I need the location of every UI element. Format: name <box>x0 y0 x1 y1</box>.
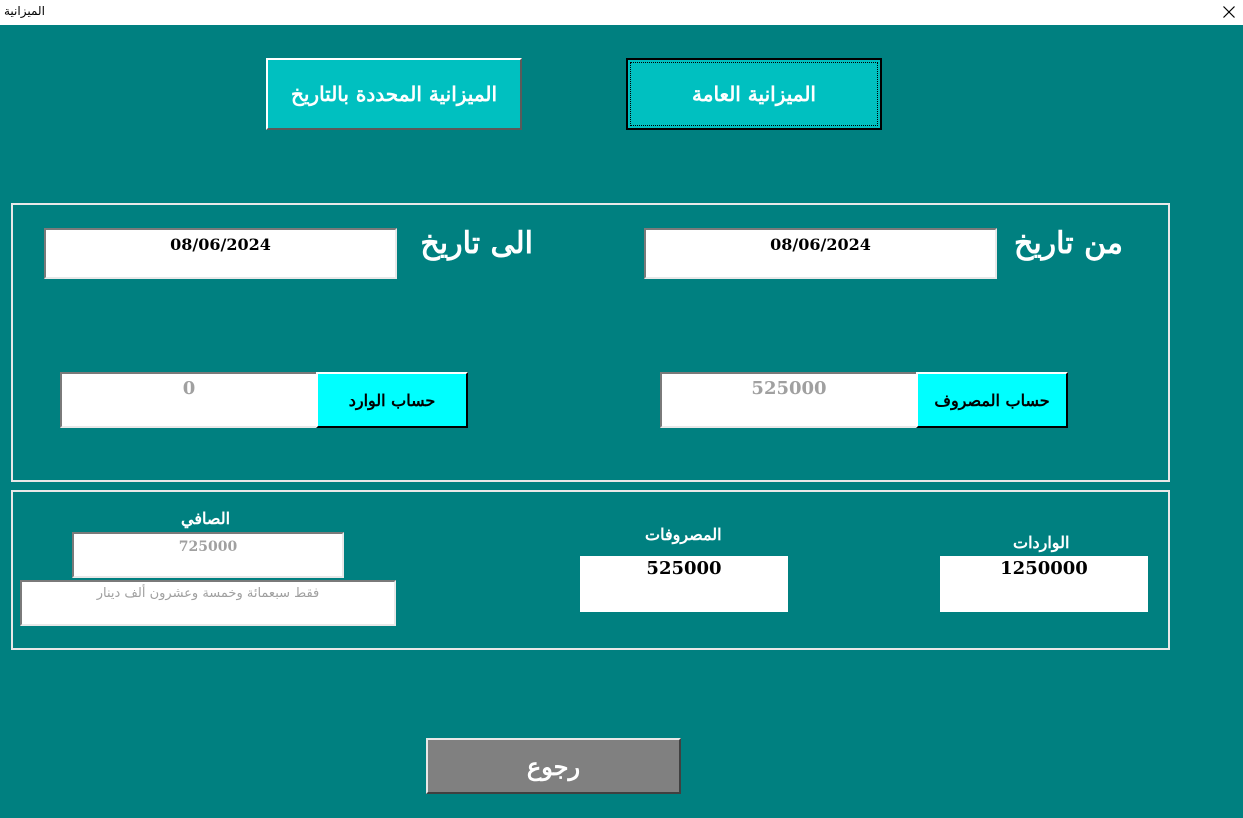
income-total-value: 1250000 <box>940 556 1148 612</box>
income-calc-value: 0 <box>60 372 318 428</box>
to-date-input[interactable]: 08/06/2024 <box>44 228 397 279</box>
close-button[interactable] <box>1214 0 1243 25</box>
to-date-label: الى تاريخ <box>420 226 533 261</box>
from-date-label: من تاريخ <box>1013 226 1123 261</box>
close-icon <box>1223 6 1235 18</box>
calc-income-button[interactable]: حساب الوارد <box>316 372 468 428</box>
net-amount-in-words: فقط سبعمائة وخمسة وعشرون ألف دينار <box>20 580 396 626</box>
expenses-total-value: 525000 <box>580 556 788 612</box>
net-total-label: الصافي <box>181 509 231 528</box>
title-bar <box>0 0 1243 25</box>
net-total-value: 725000 <box>72 532 344 578</box>
from-date-input[interactable]: 08/06/2024 <box>644 228 997 279</box>
tab-date-budget[interactable]: الميزانية المحددة بالتاريخ <box>266 58 522 130</box>
expenses-total-label: المصروفات <box>645 525 722 544</box>
back-button[interactable]: رجوع <box>426 738 681 794</box>
expenses-calc-value: 525000 <box>660 372 918 428</box>
window-title: الميزانية <box>4 4 45 18</box>
calc-expenses-button[interactable]: حساب المصروف <box>916 372 1068 428</box>
tab-general-budget[interactable]: الميزانية العامة <box>626 58 882 130</box>
income-total-label: الواردات <box>1013 533 1070 552</box>
